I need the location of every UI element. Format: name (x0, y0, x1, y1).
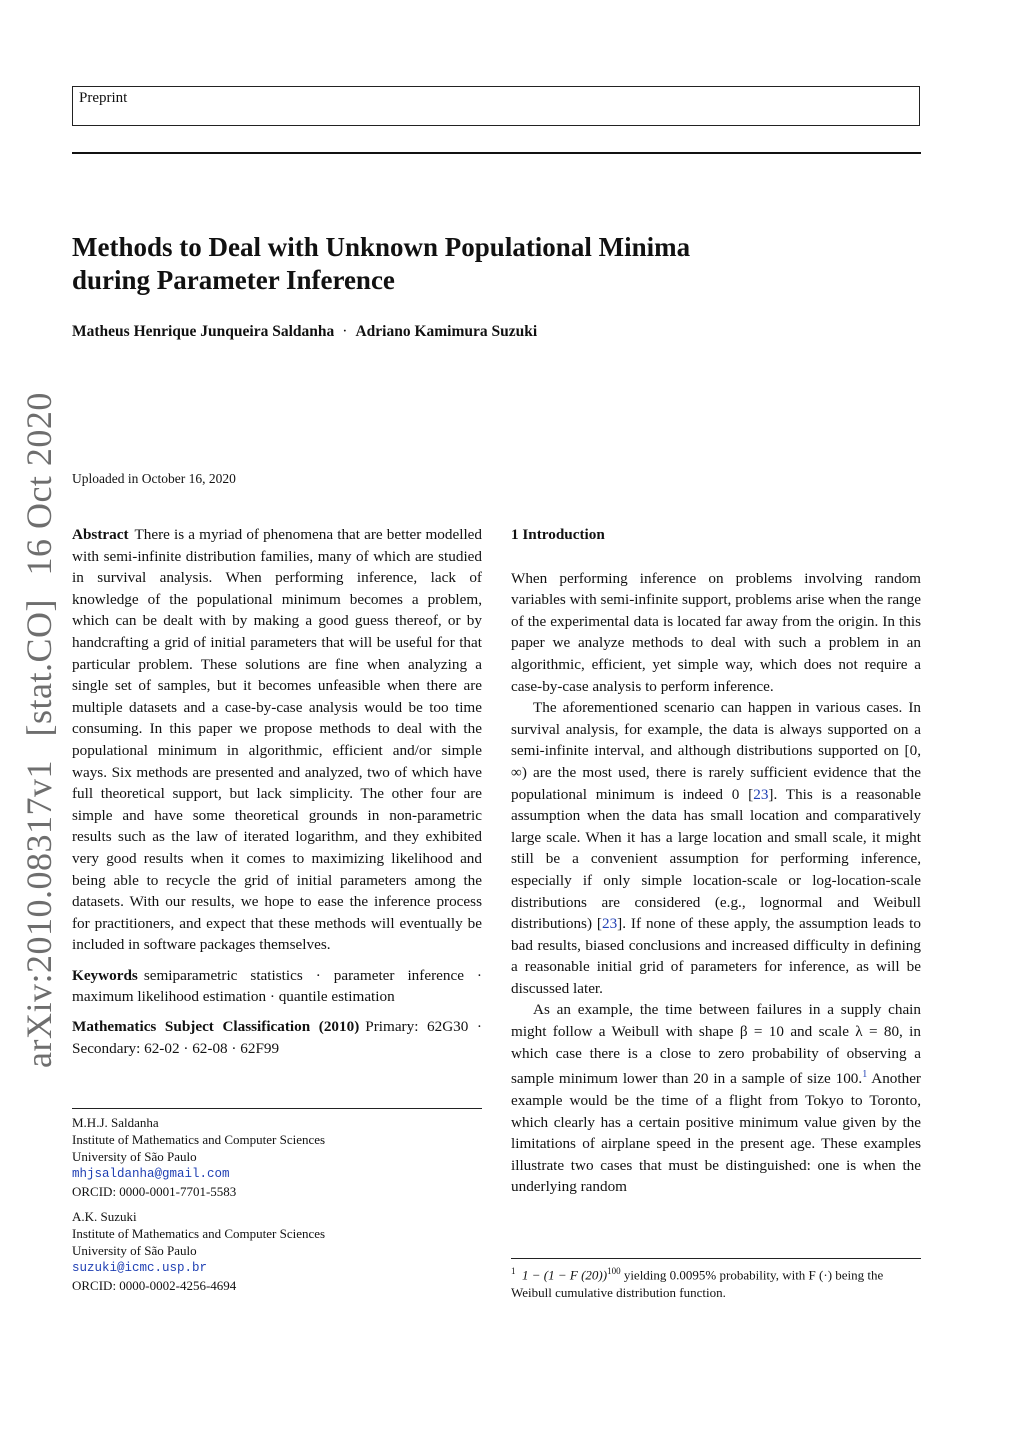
intro-paragraph-1: When performing inference on problems involving random variables with semi-infinite support, problems arise when the range of the experimental data is located far away from the origin. In this paper we analyze methods to deal with such a problem in an algorithmic, efficient, yet simple way, which does not require a case-by-case analysis to perform inference. (511, 569, 921, 695)
footnote-formula: 1 − (1 − F (20)) (522, 1267, 608, 1283)
left-column (72, 524, 482, 1059)
preprint-label: Preprint (79, 90, 128, 106)
arxiv-stamp (18, 392, 64, 1068)
arxiv-date: 16 Oct 2020 (19, 392, 59, 576)
intro-p3-text-b: Another example would be the time of a flight from Tokyo to Toronto, which clearly has a certain positive minimum value given by the limitations of airplane speed in the present age. These examples illustrate two cases that must be distinguished: one is when the underlying random (511, 1070, 921, 1196)
arxiv-id: arXiv:2010.08317v1 (19, 760, 59, 1068)
upload-date: Uploaded in October 16, 2020 (72, 471, 236, 486)
affiliation-rule (72, 1108, 482, 1109)
affil-email-link[interactable]: mhjsaldanha@gmail.com (72, 1166, 230, 1181)
right-column (511, 524, 921, 1198)
footnote-number: 1 (511, 1266, 516, 1276)
author-1: Matheus Henrique Junqueira Saldanha (72, 323, 335, 340)
preprint-header-box (72, 86, 920, 126)
footnote-text: yielding 0.0095% probability, with F (·) being the Weibull cumulative distribution function. (511, 1267, 884, 1300)
author-list (72, 323, 537, 341)
footnote (511, 1263, 921, 1301)
intro-p2-text-a: The aforementioned scenario can happen in various cases. In survival analysis, for example, the data is always supported on a semi-infinite interval, and although distributions supported on [0, ∞) are the most used, there is rarely sufficient evidence that the populational minimum is indeed 0 [ (511, 699, 921, 803)
affil-university: University of São Paulo (72, 1243, 197, 1259)
affil-email-link[interactable]: suzuki@icmc.usp.br (72, 1260, 208, 1275)
author-2: Adriano Kamimura Suzuki (355, 323, 538, 340)
msc-text: Primary: 62G30 · Secondary: 62-02 · 62-08 · 62F99 (72, 1018, 482, 1057)
abstract-text: There is a myriad of phenomena that are better modelled with semi-infinite distribution families, many of which are studied in survival analysis. When performing inference, lack of knowledge of the populational minimum becomes a problem, which can be dealt with by making a good guess thereof, or by handcrafting a grid of initial parameters that will be useful for that particular problem. These solutions are fine when analyzing a single set of samples, but it becomes unfeasible when there are multiple datasets and a case-by-case analysis would be too time consuming. In this paper we propose methods to deal with the populational minimum in algorithmic, efficient and/or simple ways. Six methods are presented and analyzed, two of which have full theoretical support, but lack simplicity. The other four are simple and have some theoretical grounds in non-parametric results such as the law of iterated logarithm, and they exhibited very good results when it comes to maximizing likelihood and being able to recycle the grid of initial parameters among the datasets. With our results, we hope to ease the inference process for practitioners, and expect that these methods will eventually be included in software packages themselves. (72, 526, 482, 954)
affil-institute: Institute of Mathematics and Computer Sciences (72, 1226, 326, 1242)
affil-orcid: ORCID: 0000-0002-4256-4694 (72, 1277, 237, 1293)
paper-title (72, 231, 772, 297)
header-rule (72, 152, 921, 154)
arxiv-category: [stat.CO] (19, 599, 59, 737)
title-line-1: Methods to Deal with Unknown Populational Minima (72, 232, 691, 262)
keywords-label: Keywords (72, 966, 138, 984)
section-heading-introduction: 1 Introduction (511, 526, 605, 543)
affil-name: A.K. Suzuki (72, 1209, 137, 1224)
affiliation-2 (72, 1208, 482, 1294)
footnote-exponent: 100 (607, 1266, 621, 1276)
footnote-rule (511, 1258, 921, 1259)
keywords-text: semiparametric statistics · parameter inference · maximum likelihood estimation · quantile estimation (72, 966, 482, 1006)
footnote-marker-link[interactable]: 1 (862, 1069, 868, 1081)
abstract (72, 524, 482, 956)
intro-paragraph-2 (511, 697, 921, 999)
affil-orcid: ORCID: 0000-0001-7701-5583 (72, 1183, 237, 1199)
affiliation-1 (72, 1114, 482, 1200)
affil-university: University of São Paulo (72, 1149, 197, 1165)
msc-label: Mathematics Subject Classification (2010) (72, 1018, 360, 1036)
title-line-2: during Parameter Inference (72, 265, 395, 295)
keywords (72, 965, 482, 1008)
citation-link[interactable]: 23 (753, 785, 769, 803)
author-separator: · (342, 323, 348, 340)
citation-link[interactable]: 23 (601, 915, 618, 933)
intro-paragraph-3 (511, 999, 921, 1197)
intro-p2-text-b: ]. This is a reasonable assumption when the data has small location and comparatively large scale. When it has a large location and small scale, it might still be a convenient assumption for performing inference, especially if only simple location-scale or log-location-scale distributions are considered (e.g., lognormal and Weibull distributions) [ (511, 785, 921, 933)
affil-institute: Institute of Mathematics and Computer Sciences (72, 1132, 326, 1148)
msc-classification (72, 1016, 482, 1059)
intro-p2-text-c: ]. If none of these apply, the assumption leads to bad results, biased conclusions and increased difficulty in defining a reasonable initial grid of parameters for inference, as will be discussed later. (511, 915, 921, 997)
abstract-label: Abstract (72, 526, 129, 543)
intro-p3-text-a: As an example, the time between failures in a supply chain might follow a Weibull with shape β = 10 and scale λ = 80, in which case there is a close to zero probability of observing a sample minimum lower than 20 in a sample of size 100. (511, 1001, 921, 1088)
affil-name: M.H.J. Saldanha (72, 1115, 159, 1130)
